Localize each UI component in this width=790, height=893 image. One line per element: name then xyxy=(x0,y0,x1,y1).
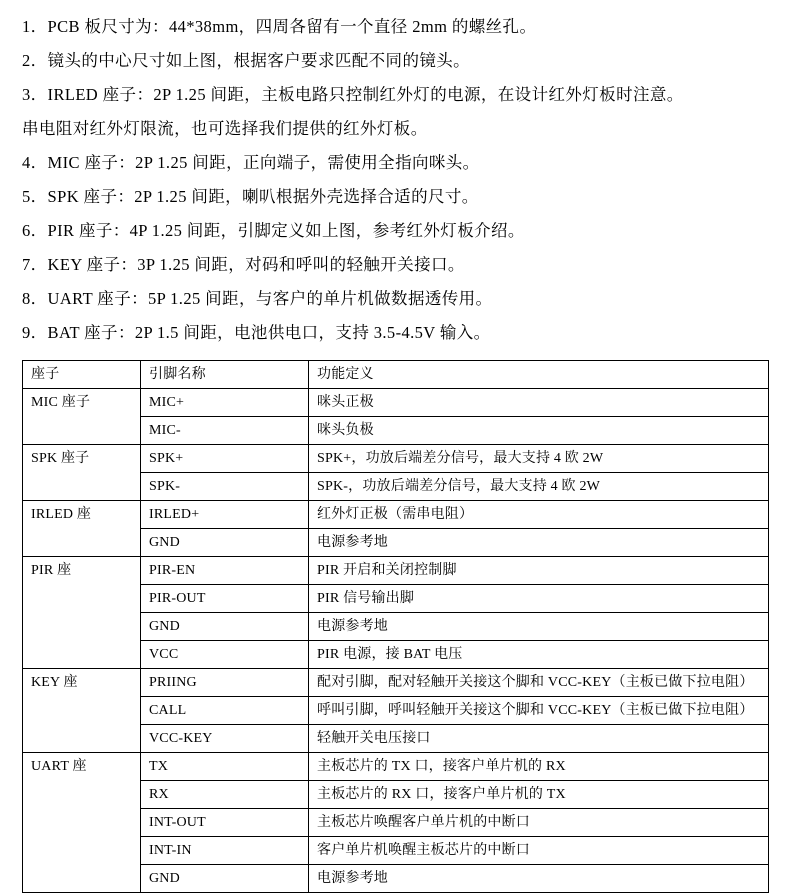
column-header-connector: 座子 xyxy=(23,361,141,389)
pin-name: GND xyxy=(141,529,309,557)
pin-function: 咪头负极 xyxy=(309,417,769,445)
table-row xyxy=(23,557,769,585)
pin-name: PRIING xyxy=(141,669,309,697)
group-label: UART 座 xyxy=(23,753,141,893)
pin-function: 主板芯片唤醒客户单片机的中断口 xyxy=(309,809,769,837)
pin-definition-table xyxy=(22,360,769,893)
note-item: 4．MIC 座子：2P 1.25 间距，正向端子，需使用全指向咪头。 xyxy=(22,153,480,172)
pin-function: 主板芯片的 RX 口，接客户单片机的 TX xyxy=(309,781,769,809)
column-header-pin-name: 引脚名称 xyxy=(141,361,309,389)
pin-name: CALL xyxy=(141,697,309,725)
pin-name: MIC- xyxy=(141,417,309,445)
table-row xyxy=(23,669,769,697)
pin-function: 呼叫引脚，呼叫轻触开关接这个脚和 VCC-KEY（主板已做下拉电阻） xyxy=(309,697,769,725)
pin-name: INT-IN xyxy=(141,837,309,865)
group-label: KEY 座 xyxy=(23,669,141,753)
pin-name: SPK+ xyxy=(141,445,309,473)
table-row xyxy=(23,753,769,781)
table-row xyxy=(23,501,769,529)
pin-function: PIR 开启和关闭控制脚 xyxy=(309,557,769,585)
note-item: 9．BAT 座子：2P 1.5 间距，电池供电口，支持 3.5-4.5V 输入。 xyxy=(22,323,491,342)
pin-function: PIR 电源，接 BAT 电压 xyxy=(309,641,769,669)
note-item: 串电阻对红外灯限流，也可选择我们提供的红外灯板。 xyxy=(22,119,428,138)
note-item: 3．IRLED 座子：2P 1.25 间距，主板电路只控制红外灯的电源，在设计红外灯板时注意。 xyxy=(22,85,684,104)
pin-function: 客户单片机唤醒主板芯片的中断口 xyxy=(309,837,769,865)
pin-function: 配对引脚，配对轻触开关接这个脚和 VCC-KEY（主板已做下拉电阻） xyxy=(309,669,769,697)
pin-name: VCC-KEY xyxy=(141,725,309,753)
table-header-row xyxy=(23,361,769,389)
pin-function: 红外灯正极（需串电阻） xyxy=(309,501,769,529)
group-label: IRLED 座 xyxy=(23,501,141,557)
pin-function: 轻触开关电压接口 xyxy=(309,725,769,753)
pin-name: GND xyxy=(141,865,309,893)
table-row xyxy=(23,445,769,473)
pin-name: SPK- xyxy=(141,473,309,501)
pin-name: TX xyxy=(141,753,309,781)
pin-name: INT-OUT xyxy=(141,809,309,837)
table-row xyxy=(23,389,769,417)
pin-function: PIR 信号输出脚 xyxy=(309,585,769,613)
group-label: MIC 座子 xyxy=(23,389,141,445)
pin-name: PIR-EN xyxy=(141,557,309,585)
pin-name: RX xyxy=(141,781,309,809)
note-item: 5．SPK 座子：2P 1.25 间距，喇叭根据外壳选择合适的尺寸。 xyxy=(22,187,479,206)
note-item: 8．UART 座子：5P 1.25 间距，与客户的单片机做数据透传用。 xyxy=(22,289,493,308)
pin-function: 咪头正极 xyxy=(309,389,769,417)
pin-function: SPK+，功放后端差分信号，最大支持 4 欧 2W xyxy=(309,445,769,473)
pin-name: PIR-OUT xyxy=(141,585,309,613)
pin-function: 电源参考地 xyxy=(309,865,769,893)
pin-name: GND xyxy=(141,613,309,641)
pin-function: 电源参考地 xyxy=(309,529,769,557)
pin-function: SPK-，功放后端差分信号，最大支持 4 欧 2W xyxy=(309,473,769,501)
group-label: SPK 座子 xyxy=(23,445,141,501)
pin-function: 电源参考地 xyxy=(309,613,769,641)
notes-list xyxy=(22,10,768,350)
note-item: 2．镜头的中心尺寸如上图，根据客户要求匹配不同的镜头。 xyxy=(22,51,471,70)
note-item: 7．KEY 座子：3P 1.25 间距，对码和呼叫的轻触开关接口。 xyxy=(22,255,465,274)
pin-name: VCC xyxy=(141,641,309,669)
note-item: 6．PIR 座子：4P 1.25 间距，引脚定义如上图，参考红外灯板介绍。 xyxy=(22,221,525,240)
pin-name: MIC+ xyxy=(141,389,309,417)
column-header-function: 功能定义 xyxy=(309,361,769,389)
pin-function: 主板芯片的 TX 口，接客户单片机的 RX xyxy=(309,753,769,781)
pin-name: IRLED+ xyxy=(141,501,309,529)
note-item: 1．PCB 板尺寸为：44*38mm，四周各留有一个直径 2mm 的螺丝孔。 xyxy=(22,17,537,36)
group-label: PIR 座 xyxy=(23,557,141,669)
